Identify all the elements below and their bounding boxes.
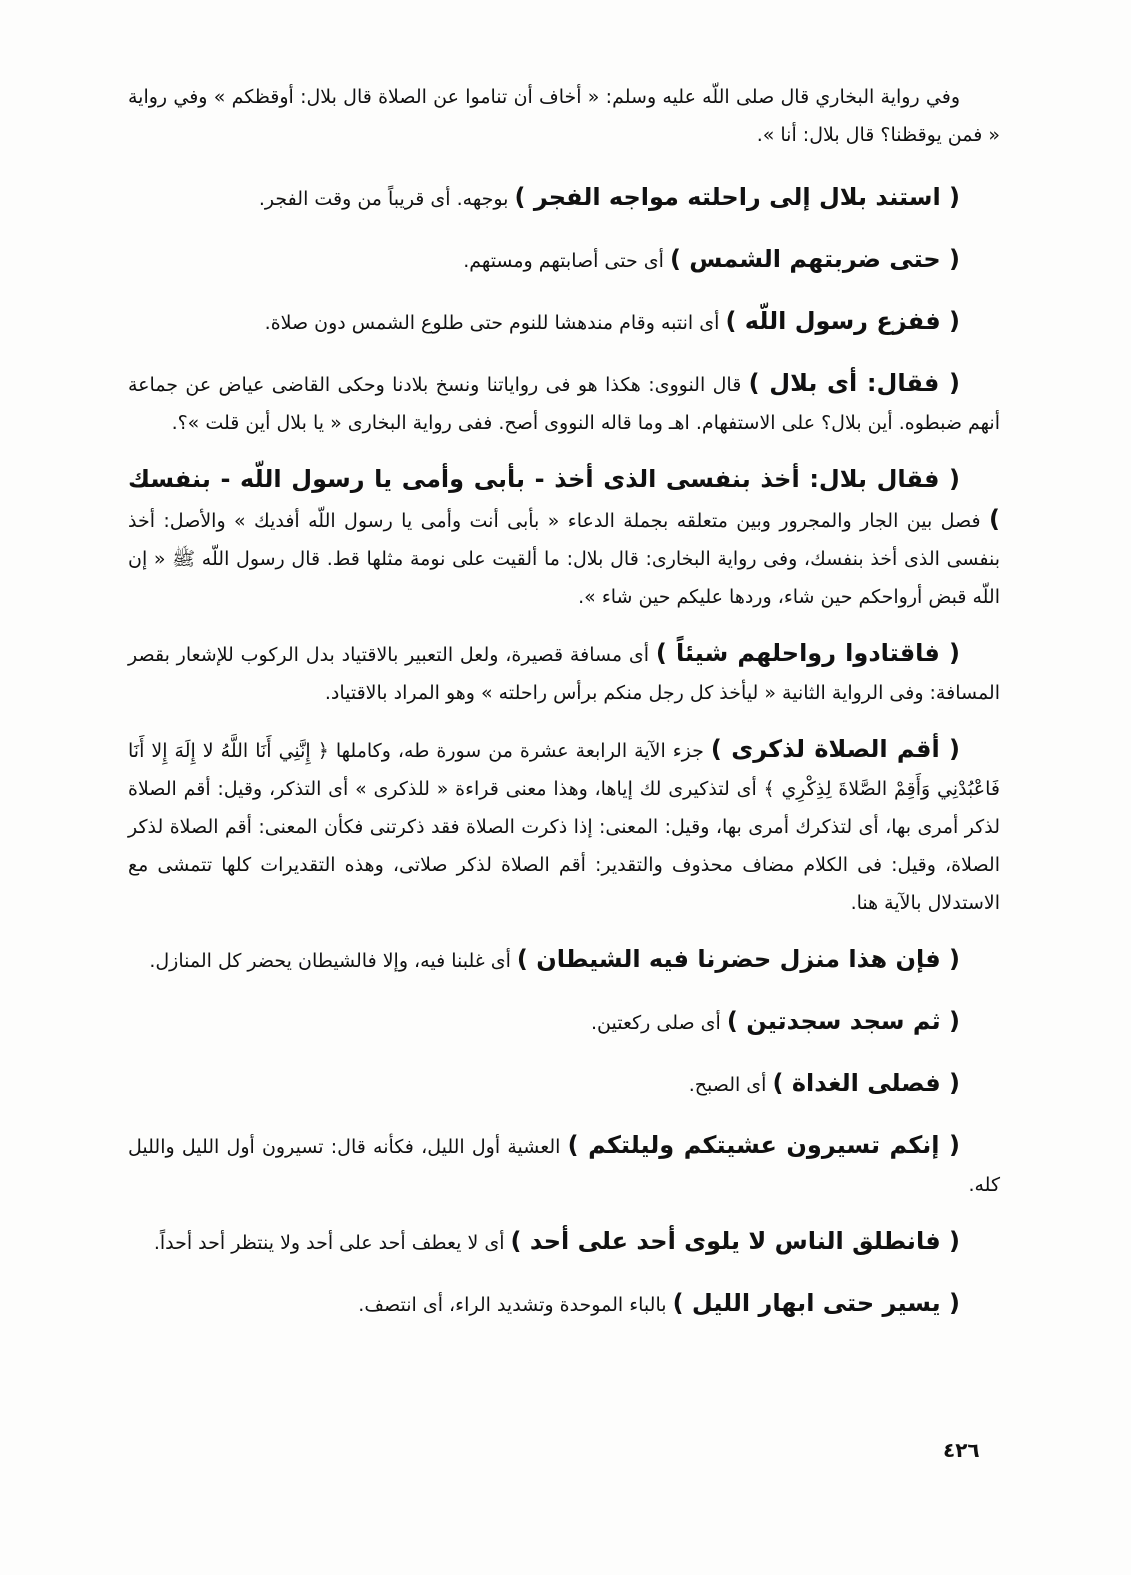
paragraph-body: أى غلبنا فيه، وإلا فالشيطان يحضر كل المنازل. — [149, 950, 517, 972]
paragraph-heading: ( ففزع رسول اللّه ) — [725, 307, 960, 335]
paragraph-heading: ( إنكم تسيرون عشيتكم وليلتكم ) — [567, 1131, 960, 1159]
paragraph-body: وفي رواية البخاري قال صلى اللّه عليه وسلم: « أخاف أن تناموا عن الصلاة قال بلال: أوقظكم » وفي رواية « فمن يوقظنا؟ قال بلال: أنا ». — [128, 86, 1000, 146]
paragraph-ay-bilal — [128, 364, 1000, 442]
text-block — [128, 78, 1000, 1346]
paragraph-heading: ( ثم سجد سجدتين ) — [726, 1007, 960, 1035]
paragraph-body: أى انتبه وقام مندهشا للنوم حتى طلوع الشمس دون صلاة. — [264, 312, 726, 334]
paragraph-body: أى صلى ركعتين. — [590, 1012, 727, 1034]
paragraph-alghadat — [128, 1064, 1000, 1104]
paragraph-body: بالباء الموحدة وتشديد الراء، أى انتصف. — [358, 1294, 673, 1316]
paragraph-body: أى لا يعطف أحد على أحد ولا ينتظر أحد أحداً. — [153, 1232, 511, 1254]
paragraph-heading: ( حتى ضربتهم الشمس ) — [669, 245, 960, 273]
paragraph-body: العشية أول الليل، فكأنه قال: تسيرون أول الليل والليل كله. — [128, 1136, 1000, 1196]
paragraph-heading: ( فاقتادوا رواحلهم شيئاً ) — [655, 639, 960, 667]
paragraph-body: بوجهه. أى قريباً من وقت الفجر. — [258, 188, 515, 210]
paragraph-heading: ( فصلى الغداة ) — [772, 1069, 960, 1097]
paragraph-istanada-bilal — [128, 178, 1000, 218]
paragraph-akhadha-binafsi — [128, 460, 1000, 616]
paragraph-heading: ( فقال: أى بلال ) — [748, 369, 960, 397]
paragraph-heading: ( فانطلق الناس لا يلوى أحد على أحد ) — [510, 1227, 960, 1255]
paragraph-body: فصل بين الجار والمجرور وبين متعلقه بجملة الدعاء « بأبى أنت وأمى يا رسول اللّه أفديك » والأصل: أخذ بنفسى الذى أخذ بنفسك، وفى رواية البخارى: قال بلال: ما ألقيت على نومة مثلها قط. قال رسول اللّه ﷺ « إن اللّه قبض أرواحكم حين شاء، وردها عليكم حين شاء ». — [128, 510, 1000, 608]
paragraph-faqtadu — [128, 634, 1000, 712]
paragraph-hatta-darabathum — [128, 240, 1000, 280]
paragraph-heading: ( يسير حتى ابهار الليل ) — [672, 1289, 960, 1317]
paragraph-body: جزء الآية الرابعة عشرة من سورة طه، وكاملها ﴿ إِنَّنِي أَنَا اللَّهُ لا إِلَهَ إِلا أَنَا فَاعْبُدْنِي وَأَقِمْ الصَّلاةَ لِذِكْرِي ﴾ أى لتذكيرى لك إياها، وهذا معنى قراءة « للذكرى » أى التذكر، وقيل: أقم الصلاة لذكر أمرى بها، أى لتذكرك أمرى بها، وقيل: المعنى: إذا ذكرت الصلاة فقد ذكرتنى فكأن المعنى: أقم الصلاة لذكر الصلاة، وقيل: فى الكلام مضاف محذوف والتقدير: أقم الصلاة لذكر صلاتى، وهذه التقديرات كلها تتمشى مع الاستدلال بالآية هنا. — [128, 740, 1000, 914]
paragraph-ibhar-allayl — [128, 1284, 1000, 1324]
paragraph-fafazia — [128, 302, 1000, 342]
paragraph-aqim-assalat — [128, 730, 1000, 922]
paragraph-bukhari-narration — [128, 78, 1000, 154]
paragraph-sajadatayn — [128, 1002, 1000, 1042]
paragraph-tasiruna — [128, 1126, 1000, 1204]
page-number: ٤٢٦ — [943, 1438, 980, 1462]
paragraph-heading: ( أقم الصلاة لذكرى ) — [710, 735, 960, 763]
paragraph-heading: ( استند بلال إلى راحلته مواجه الفجر ) — [514, 183, 960, 211]
paragraph-heading: ( فقال بلال: أخذ بنفسى الذى أخذ - بأبى وأمى يا رسول اللّه - بنفسك ) — [128, 465, 1000, 533]
paragraph-body: قال النووى: هكذا هو فى رواياتنا ونسخ بلادنا وحكى القاضى عياض عن جماعة أنهم ضبطوه. أين بلال؟ على الاستفهام. اهـ وما قاله النووى أصح. ففى رواية البخارى « يا بلال أين قلت »؟. — [128, 374, 1000, 434]
paragraph-fantalaqa — [128, 1222, 1000, 1262]
paragraph-heading: ( فإن هذا منزل حضرنا فيه الشيطان ) — [516, 945, 960, 973]
paragraph-body: أى مسافة قصيرة، ولعل التعبير بالاقتياد بدل الركوب للإشعار بقصر المسافة: وفى الرواية الثانية « ليأخذ كل رجل منكم برأس راحلته » وهو المراد بالاقتياد. — [128, 644, 1000, 704]
paragraph-manzil-shaytan — [128, 940, 1000, 980]
paragraph-body: أى الصبح. — [688, 1074, 773, 1096]
paragraph-body: أى حتى أصابتهم ومستهم. — [463, 250, 670, 272]
